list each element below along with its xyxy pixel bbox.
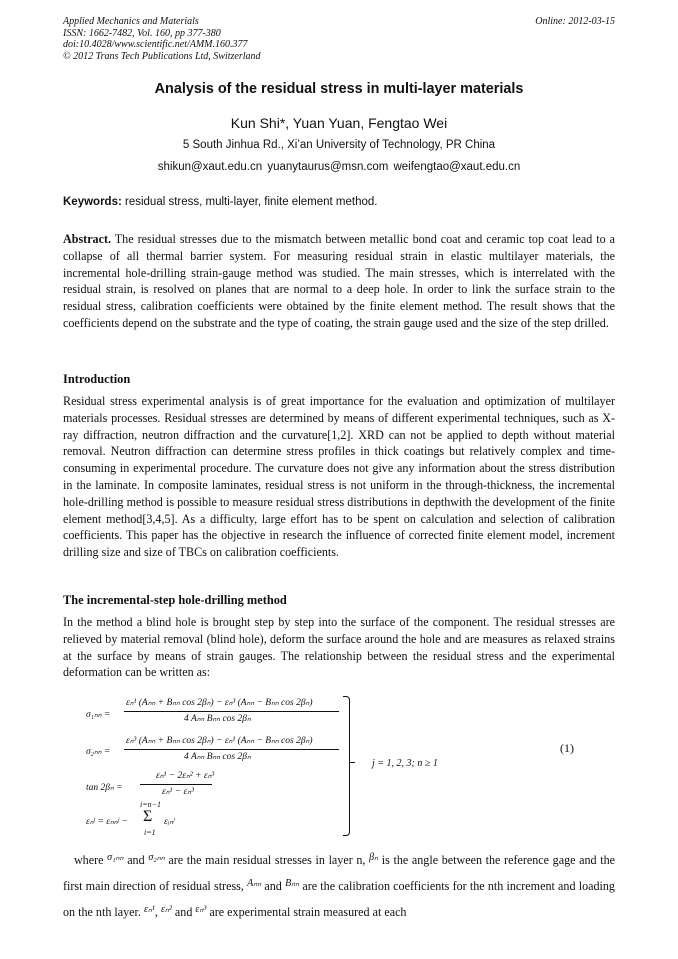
where-text-6: are the calibration coefficients for the nth increment and loading on the nth layer.: [63, 879, 615, 919]
where-text-5: and: [264, 879, 282, 893]
issn-line: ISSN: 1662-7482, Vol. 160, pp 377-380: [63, 27, 221, 39]
sum-symbol: Σ: [143, 808, 153, 825]
sigma1-symbol: σ₁ₙₙ: [107, 852, 124, 863]
sigma1-denominator: 4 Aₙₙ Bₙₙ cos 2βₙ: [184, 714, 251, 724]
abstract-text: The residual stresses due to the mismatch between metallic bond coat and ceramic top coat lead to a collapse of all thermal barrier system. For measuring residual strain in elastic multilayer materials, the incremental hole-drilling strain-gauge method was studied. The main stresses, which is interrelated with the residual strain, is resolved on planes that are normal to a deep hole. In order to link the surface strain to the residual stress, calibration coefficients were obtained by the finite element method. The result shows that the coefficients depend on the substrate and the type of coating, the strain gauge used and the size of the step drilled.: [63, 232, 615, 330]
where-text-2: and: [127, 853, 145, 867]
introduction-text: Residual stress experimental analysis is of great importance for the evaluation and optimization of multilayer materials processes. Residual stresses are determined by means of different experimental techniques, such as X-ray diffraction, neutron diffraction and the curvature[1,2]. XRD can not be applied to depth without material removal. Neutron diffraction can determine stress profiles in thick coatings but relatively complex and time-consuming in experimental procedure. The curvature does not give any information about the stress distribution in the laminate. In composite laminates, residual stress is not uniform in the through-thickness, the incremental hole-drilling method is possible to measure residual stress distributions in depthwith the development of the finite element method[3,4,5]. As a difficulty, large effort has to be spent on calculation and selection of calibration coefficients. This paper has the objective in research the influence of corrected finite element model, increment drilling size and size of TBCs on calibration coefficients.: [63, 394, 615, 560]
abstract: [63, 231, 615, 332]
strain-term: εᵢₙʲ: [164, 817, 175, 827]
sum-upper-limit: i=n−1: [140, 800, 162, 809]
beta-symbol: βₙ: [369, 852, 379, 863]
online-date: Online: 2012-03-15: [535, 16, 615, 27]
introduction-heading: Introduction: [63, 372, 131, 386]
equation-brace: [343, 696, 350, 836]
equation-number: (1): [560, 741, 574, 755]
where-text-1: where: [73, 853, 104, 867]
affiliation: 5 South Jinhua Rd., Xi’an University of Technology, PR China: [182, 139, 496, 151]
where-paragraph: [63, 846, 615, 924]
tan-denominator: εₙ¹ − εₙ³: [162, 787, 194, 797]
strain2-symbol: εₙ²: [160, 904, 172, 915]
sigma2-numerator: εₙ³ (Aₙₙ + Bₙₙ cos 2βₙ) − εₙ¹ (Aₙₙ − Bₙₙ cos 2βₙ): [126, 736, 313, 746]
a-coefficient-symbol: Aₙₙ: [247, 878, 262, 889]
where-text-7: ,: [154, 905, 158, 919]
sigma2-symbol: σ₂ₙₙ: [148, 852, 165, 863]
doi-line: doi:10.4028/www.scientific.net/AMM.160.377: [63, 39, 248, 51]
b-coefficient-symbol: Bₙₙ: [285, 878, 300, 889]
strain3-symbol: εₙ³: [195, 904, 207, 915]
method-heading: The incremental-step hole-drilling method: [63, 593, 287, 607]
journal-header: [63, 16, 615, 62]
where-text-4: is the angle between the reference gage and the first main direction of residual stress,: [63, 853, 616, 893]
keywords: [63, 196, 615, 208]
tan-numerator: εₙ¹ − 2εₙ² + εₙ³: [156, 771, 215, 781]
tan-fraction-bar: [140, 784, 212, 785]
sigma1-fraction-bar: [124, 711, 339, 712]
keywords-text: residual stress, multi-layer, finite element method.: [121, 196, 378, 208]
equation-1: [80, 692, 620, 838]
tan-lhs: tan 2βₙ =: [86, 783, 123, 793]
sigma1-numerator: εₙ¹ (Aₙₙ + Bₙₙ cos 2βₙ) − εₙ³ (Aₙₙ − Bₙₙ cos 2βₙ): [126, 698, 313, 708]
equation-brace-tip: [350, 762, 355, 763]
keywords-label: Keywords:: [63, 196, 122, 208]
sigma1-lhs: σ₁ₙₙ =: [86, 710, 111, 720]
author-emails: shikun@xaut.edu.cn yuanytaurus@msn.com weifengtao@xaut.edu.cn: [157, 161, 521, 173]
sum-lower-limit: i=1: [144, 828, 156, 837]
equation-condition: j = 1, 2, 3; n ≥ 1: [372, 758, 438, 769]
strain1-symbol: εₙ¹: [143, 904, 155, 915]
method-text: In the method a blind hole is brought step by step into the surface of the component. The residual stresses are relieved by material removal (blind hole), deform the surface around the hole and are measures as relaxed strains at the surface by means of strain gauges. The relationship between the residual stress and the experimental deformation can be written as:: [63, 615, 615, 680]
abstract-label: Abstract.: [63, 232, 112, 246]
where-text-8: and: [174, 905, 193, 919]
sigma2-lhs: σ₂ₙₙ =: [86, 747, 111, 757]
where-text-3: are the main residual stresses in layer n,: [168, 853, 366, 867]
copyright-line: © 2012 Trans Tech Publications Ltd, Switzerland: [63, 50, 261, 62]
sigma2-fraction-bar: [124, 749, 339, 750]
sigma2-denominator: 4 Aₙₙ Bₙₙ cos 2βₙ: [184, 752, 251, 762]
paper-title: Analysis of the residual stress in multi-layer materials: [154, 81, 524, 97]
journal-name: Applied Mechanics and Materials: [63, 16, 199, 27]
where-text-9: are experimental strain measured at each: [209, 905, 407, 919]
authors: Kun Shi*, Yuan Yuan, Fengtao Wei: [230, 115, 448, 131]
strain-lhs: εₙʲ = εₙₙʲ −: [86, 817, 128, 827]
